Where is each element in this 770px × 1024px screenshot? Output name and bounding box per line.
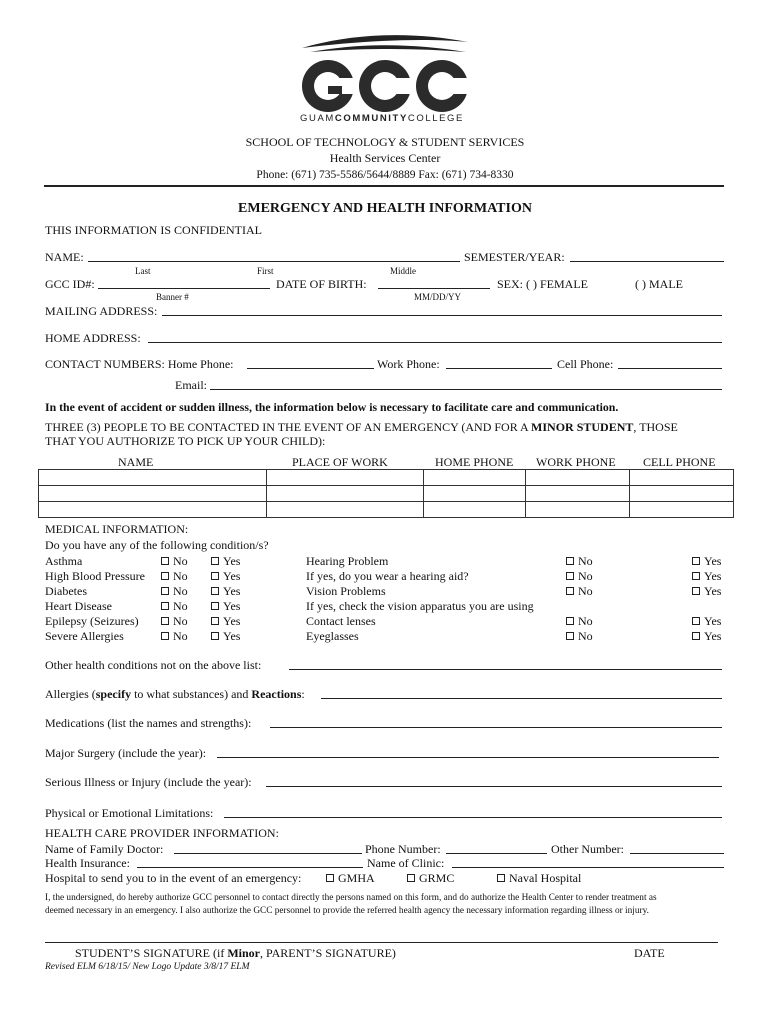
sex-male-option[interactable]: ( ) MALE	[635, 277, 683, 291]
medical-question: Do you have any of the following condition/s?	[45, 538, 269, 552]
condition-no-checkbox[interactable]: No	[161, 569, 188, 584]
checkbox-icon	[211, 602, 219, 610]
doctor-label: Name of Family Doctor:	[45, 842, 164, 856]
condition-yes-checkbox[interactable]: Yes	[692, 584, 721, 599]
checkbox-icon	[566, 632, 574, 640]
condition-no-checkbox[interactable]: No	[566, 629, 593, 644]
checkbox-icon	[566, 617, 574, 625]
checkbox-icon	[692, 572, 700, 580]
condition-label: Vision Problems	[306, 584, 386, 598]
semester-label: SEMESTER/YEAR:	[464, 250, 565, 264]
gcc-id-field[interactable]	[98, 277, 270, 289]
dob-label: DATE OF BIRTH:	[276, 277, 367, 291]
hospital-option-gmha[interactable]: GMHA	[326, 871, 375, 886]
name-field[interactable]	[88, 250, 460, 262]
table-row	[39, 470, 734, 486]
contact-phone: Phone: (671) 735-5586/5644/8889 Fax: (671) 734-8330	[256, 169, 514, 181]
signature-label: STUDENT’S SIGNATURE (if Minor, PARENT’S SIGNATURE)	[75, 946, 396, 960]
condition-yes-checkbox[interactable]: Yes	[692, 614, 721, 629]
other-number-label: Other Number:	[551, 842, 624, 856]
condition-label: Heart Disease	[45, 599, 112, 613]
clinic-label: Name of Clinic:	[367, 856, 445, 870]
table-cell[interactable]	[526, 486, 630, 502]
table-row	[39, 486, 734, 502]
condition-no-checkbox[interactable]: No	[161, 599, 188, 614]
email-field[interactable]	[210, 378, 722, 390]
checkbox-icon	[326, 874, 334, 882]
table-cell[interactable]	[424, 502, 526, 518]
checkbox-icon	[211, 632, 219, 640]
condition-no-checkbox[interactable]: No	[566, 614, 593, 629]
provider-phone-field[interactable]	[446, 842, 547, 854]
three-people-line1: THREE (3) PEOPLE TO BE CONTACTED IN THE EVENT OF AN EMERGENCY (AND FOR A MINOR STUDENT, THOSE	[45, 420, 678, 434]
checkbox-icon	[692, 632, 700, 640]
home-address-label: HOME ADDRESS:	[45, 331, 141, 345]
dob-format-hint: MM/DD/YY	[414, 292, 462, 302]
center-name: Health Services Center	[329, 151, 441, 165]
hospital-label: Hospital to send you to in the event of an emergency:	[45, 871, 302, 885]
home-address-field[interactable]	[148, 331, 722, 343]
checkbox-icon	[161, 617, 169, 625]
condition-no-checkbox[interactable]: No	[161, 584, 188, 599]
table-cell[interactable]	[424, 470, 526, 486]
work-phone-label: Work Phone:	[377, 357, 440, 371]
col-header-name: NAME	[118, 455, 154, 469]
condition-yes-checkbox[interactable]: Yes	[211, 584, 240, 599]
provider-phone-label: Phone Number:	[365, 842, 441, 856]
sex-female-option[interactable]: SEX: ( ) FEMALE	[497, 277, 588, 291]
name-last-hint: Last	[135, 266, 151, 276]
condition-yes-checkbox[interactable]: Yes	[692, 569, 721, 584]
cell-phone-label: Cell Phone:	[557, 357, 614, 371]
condition-label: High Blood Pressure	[45, 569, 145, 583]
condition-yes-checkbox[interactable]: Yes	[211, 554, 240, 569]
checkbox-icon	[692, 557, 700, 565]
semester-field[interactable]	[570, 250, 724, 262]
email-label: Email:	[175, 378, 207, 392]
condition-label: If yes, check the vision apparatus you are using	[306, 599, 534, 613]
clinic-field[interactable]	[452, 856, 724, 868]
condition-yes-checkbox[interactable]: Yes	[692, 629, 721, 644]
checkbox-icon	[566, 572, 574, 580]
insurance-field[interactable]	[137, 856, 363, 868]
checkbox-icon	[211, 557, 219, 565]
illness-label: Serious Illness or Injury (include the year):	[45, 775, 252, 789]
date-label: DATE	[634, 946, 665, 960]
checkbox-icon	[211, 572, 219, 580]
medical-heading: MEDICAL INFORMATION:	[45, 522, 189, 536]
allergies-label: Allergies (specify to what substances) and Reactions:	[45, 687, 305, 701]
page-title: EMERGENCY AND HEALTH INFORMATION	[238, 201, 532, 216]
name-first-hint: First	[257, 266, 274, 276]
condition-no-checkbox[interactable]: No	[566, 554, 593, 569]
surgery-label: Major Surgery (include the year):	[45, 746, 207, 760]
condition-no-checkbox[interactable]: No	[161, 614, 188, 629]
table-cell[interactable]	[266, 502, 424, 518]
condition-label: Severe Allergies	[45, 629, 124, 643]
checkbox-icon	[566, 587, 574, 595]
condition-label: Contact lenses	[306, 614, 376, 628]
checkbox-icon	[692, 617, 700, 625]
name-middle-hint: Middle	[390, 266, 416, 276]
condition-label: Diabetes	[45, 584, 87, 598]
condition-label: Hearing Problem	[306, 554, 389, 568]
school-name: SCHOOL OF TECHNOLOGY & STUDENT SERVICES	[245, 135, 525, 149]
condition-yes-checkbox[interactable]: Yes	[211, 614, 240, 629]
table-cell[interactable]	[630, 486, 734, 502]
table-cell[interactable]	[39, 486, 267, 502]
limitations-label: Physical or Emotional Limitations:	[45, 806, 214, 820]
surgery-field[interactable]	[217, 746, 719, 758]
logo-graphic	[296, 34, 474, 114]
home-phone-field[interactable]	[247, 357, 374, 369]
checkbox-icon	[161, 632, 169, 640]
header-rule	[44, 185, 724, 187]
authorization-line1: I, the undersigned, do hereby authorize GCC personnel to contact directly the persons named on this form, and do authorize the Health Center to render treatment as	[45, 893, 657, 903]
gcc-logo	[296, 34, 474, 126]
col-header-home: HOME PHONE	[435, 455, 514, 469]
gcc-id-label: GCC ID#:	[45, 277, 95, 291]
other-conditions-label: Other health conditions not on the above list:	[45, 658, 262, 672]
col-header-place: PLACE OF WORK	[292, 455, 388, 469]
authorization-line2: deemed necessary in an emergency. I also authorize the GCC personnel to provide the referred health agency the necessary information regarding illness or injury.	[45, 906, 649, 916]
confidential-note: THIS INFORMATION IS CONFIDENTIAL	[45, 223, 262, 237]
hospital-option-grmc[interactable]: GRMC	[407, 871, 454, 886]
condition-no-checkbox[interactable]: No	[566, 584, 593, 599]
checkbox-icon	[566, 557, 574, 565]
logo-wordmark: GUAMCOMMUNITYCOLLEGE	[300, 113, 464, 124]
cell-phone-field[interactable]	[618, 357, 722, 369]
table-cell[interactable]	[630, 470, 734, 486]
table-cell[interactable]	[266, 470, 424, 486]
illness-field[interactable]	[266, 775, 722, 787]
emergency-contacts-table	[38, 469, 734, 518]
table-cell[interactable]	[39, 502, 267, 518]
table-cell[interactable]	[266, 486, 424, 502]
allergies-field[interactable]	[321, 687, 722, 699]
condition-yes-checkbox[interactable]: Yes	[211, 629, 240, 644]
col-header-work: WORK PHONE	[536, 455, 616, 469]
condition-label: Epilepsy (Seizures)	[45, 614, 139, 628]
dob-field[interactable]	[378, 277, 490, 289]
accident-note: In the event of accident or sudden illness, the information below is necessary to facilitate care and communication.	[45, 400, 619, 414]
medications-label: Medications (list the names and strengths):	[45, 716, 252, 730]
condition-label: If yes, do you wear a hearing aid?	[306, 569, 469, 583]
limitations-field[interactable]	[224, 806, 722, 818]
table-cell[interactable]	[630, 502, 734, 518]
condition-label: Eyeglasses	[306, 629, 359, 643]
table-cell[interactable]	[39, 470, 267, 486]
three-people-line2: THAT YOU AUTHORIZE TO PICK UP YOUR CHILD):	[45, 434, 326, 448]
col-header-cell: CELL PHONE	[643, 455, 716, 469]
contact-home-label: CONTACT NUMBERS: Home Phone:	[45, 357, 234, 371]
banner-hint: Banner #	[156, 292, 189, 302]
other-number-field[interactable]	[630, 842, 724, 854]
hospital-option-naval[interactable]: Naval Hospital	[497, 871, 581, 886]
condition-yes-checkbox[interactable]: Yes	[211, 569, 240, 584]
mailing-field[interactable]	[162, 304, 722, 316]
revision-note: Revised ELM 6/18/15/ New Logo Update 3/8/17 ELM	[45, 962, 250, 972]
checkbox-icon	[161, 587, 169, 595]
table-cell[interactable]	[526, 470, 630, 486]
checkbox-icon	[161, 557, 169, 565]
provider-heading: HEALTH CARE PROVIDER INFORMATION:	[45, 826, 279, 840]
work-phone-field[interactable]	[446, 357, 552, 369]
condition-no-checkbox[interactable]: No	[566, 569, 593, 584]
checkbox-icon	[161, 602, 169, 610]
other-conditions-field[interactable]	[289, 658, 722, 670]
medications-field[interactable]	[270, 716, 722, 728]
condition-label: Asthma	[45, 554, 83, 568]
checkbox-icon	[407, 874, 415, 882]
checkbox-icon	[497, 874, 505, 882]
checkbox-icon	[161, 572, 169, 580]
signature-rule	[45, 942, 718, 943]
name-label: NAME:	[45, 250, 84, 264]
insurance-label: Health Insurance:	[45, 856, 130, 870]
table-cell[interactable]	[424, 486, 526, 502]
mailing-label: MAILING ADDRESS:	[45, 304, 158, 318]
checkbox-icon	[692, 587, 700, 595]
condition-yes-checkbox[interactable]: Yes	[692, 554, 721, 569]
checkbox-icon	[211, 587, 219, 595]
table-row	[39, 502, 734, 518]
condition-no-checkbox[interactable]: No	[161, 554, 188, 569]
condition-yes-checkbox[interactable]: Yes	[211, 599, 240, 614]
condition-no-checkbox[interactable]: No	[161, 629, 188, 644]
checkbox-icon	[211, 617, 219, 625]
table-cell[interactable]	[526, 502, 630, 518]
doctor-field[interactable]	[174, 842, 362, 854]
